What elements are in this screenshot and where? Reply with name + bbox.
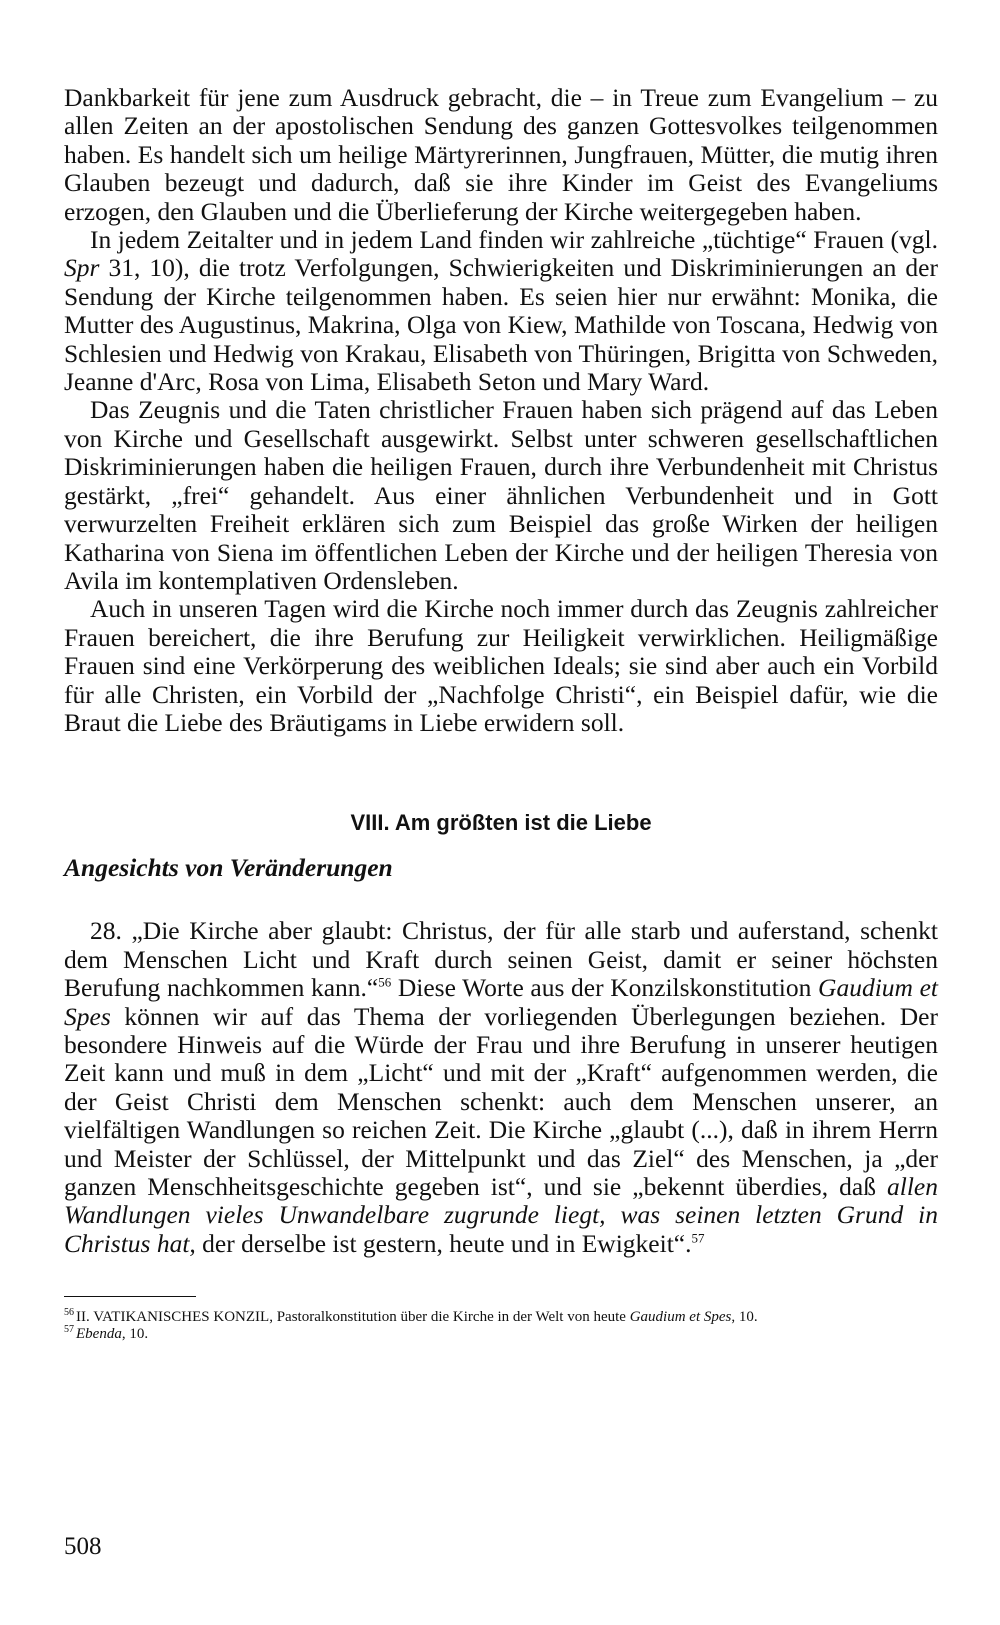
footnote [64,1326,938,1343]
text-run: 28. „Die Kirche aber glaubt: Christus, der für alle starb und auferstand, schenkt dem Menschen Licht und Kraft durch seinen Geist, damit er seiner höchsten Berufung nachkommen kann.“ [64,916,938,1003]
italic-text: Spr [64,253,100,283]
footnote-text [76,1309,758,1325]
italic-text: Gaudium et Spes [629,1309,732,1326]
italic-text: Gaudium et Spes [64,973,938,1031]
italic-text: allen Wandlungen vieles Unwandelbare zugrunde liegt, was seinen letzten Grund in Christus hat, [64,1172,938,1258]
page-number: 508 [64,1533,102,1560]
text-run: , 10. [121,1326,149,1343]
text-run: der derselbe ist gestern, heute und in Ewigkeit“. [195,1228,692,1258]
text-run: In jedem Zeitalter und in jedem Land finden wir zahlreiche „tüchtige“ Frauen (vgl. [90,225,938,255]
paragraph [64,595,938,737]
footnote-marker: 57 [64,1324,74,1336]
footnote-divider [64,1296,196,1297]
footnote-reference: 57 [691,1230,705,1246]
text-run: II. VATIKANISCHES KONZIL, Pastoralkonstitution über die Kirche in der Welt von heute [76,1309,630,1326]
paragraph-28 [64,917,938,1258]
paragraph [64,84,938,226]
text-run: Dankbarkeit für jene zum Ausdruck gebracht, die – in Treue zum Evangelium – zu allen Zeiten an der apostolischen Sendung des ganzen Gottesvolkes teilgenommen haben. Es handelt sich um heilige Märtyrerinnen, Jungfrauen, Mütter, die mutig ihren Glauben bezeugt und dadurch, daß sie ihre Kinder im Geist des Evangeliums erzogen, den Glauben und die Überlieferung der Kirche weitergegeben haben. [64,83,938,226]
footnote-reference: 56 [378,974,392,990]
text-run: 31, 10), die trotz Verfolgungen, Schwierigkeiten und Diskriminierungen an der Sendung der Kirche teilgenommen haben. Es seien hier nur erwähnt: Monika, die Mutter des Augustinus, Makrina, Olga von Kiew, Mathilde von Toscana, Hedwig von Schlesien und Hedwig von Krakau, Elisabeth von Thüringen, Brigitta von Schweden, Jeanne d'Arc, Rosa von Lima, Elisabeth Seton und Mary Ward. [64,253,938,397]
footnotes [64,1309,938,1343]
footnote [64,1309,938,1326]
paragraph [64,396,938,595]
text-run: Das Zeugnis und die Taten christlicher Frauen haben sich prägend auf das Leben von Kirche und Gesellschaft ausgewirkt. Selbst unter schweren gesellschaftlichen Diskriminierungen haben die heiligen Frauen, durch ihre Verbundenheit mit Christus gestärkt, „frei“ gehandelt. Aus einer ähnlichen Verbundenheit und in Gott verwurzelten Freiheit erklären sich zum Beispiel das große Wirken der heiligen Katharina von Siena im öffentlichen Leben der Kirche und der heiligen Theresia von Avila im kontemplativen Ordensleben. [64,395,938,595]
italic-text: Ebenda [76,1326,122,1343]
text-run: können wir auf das Thema der vorliegenden Überlegungen beziehen. Der besondere Hinweis auf die Würde der Frau und ihre Berufung in unserer heutigen Zeit kann und muß in dem „Licht“ und mit der „Kraft“ aufgenommen werden, die der Geist Christi dem Menschen schenkt: auch dem Menschen unserer, an vielfältigen Wandlungen so reichen Zeit. Die Kirche „glaubt (...), daß in ihrem Herrn und Meister der Schlüssel, der Mittelpunkt und das Ziel“ des Menschen, ja „der ganzen Menschheitsgeschichte gegeben ist“, und sie „bekennt überdies, daß [64,1001,938,1201]
text-run: Diese Worte aus der Konzilskonstitution [391,973,819,1003]
text-run: , 10. [731,1309,758,1326]
footnote-text [76,1326,148,1342]
text-run: Auch in unseren Tagen wird die Kirche noch immer durch das Zeugnis zahlreicher Frauen bereichert, die ihre Berufung zur Heiligkeit verwirklichen. Heiligmäßige Frauen sind eine Verkörperung des weiblichen Ideals; sie sind aber auch ein Vorbild für alle Christen, ein Vorbild der „Nachfolge Christi“, ein Beispiel dafür, wie die Braut die Liebe des Bräutigams in Liebe erwidern soll. [64,594,938,737]
section-subheading: Angesichts von Veränderungen [64,853,393,883]
paragraph [64,226,938,396]
footnote-marker: 56 [64,1307,74,1319]
chapter-heading: VIII. Am größten ist die Liebe [350,810,652,836]
body-text-top [64,84,938,737]
